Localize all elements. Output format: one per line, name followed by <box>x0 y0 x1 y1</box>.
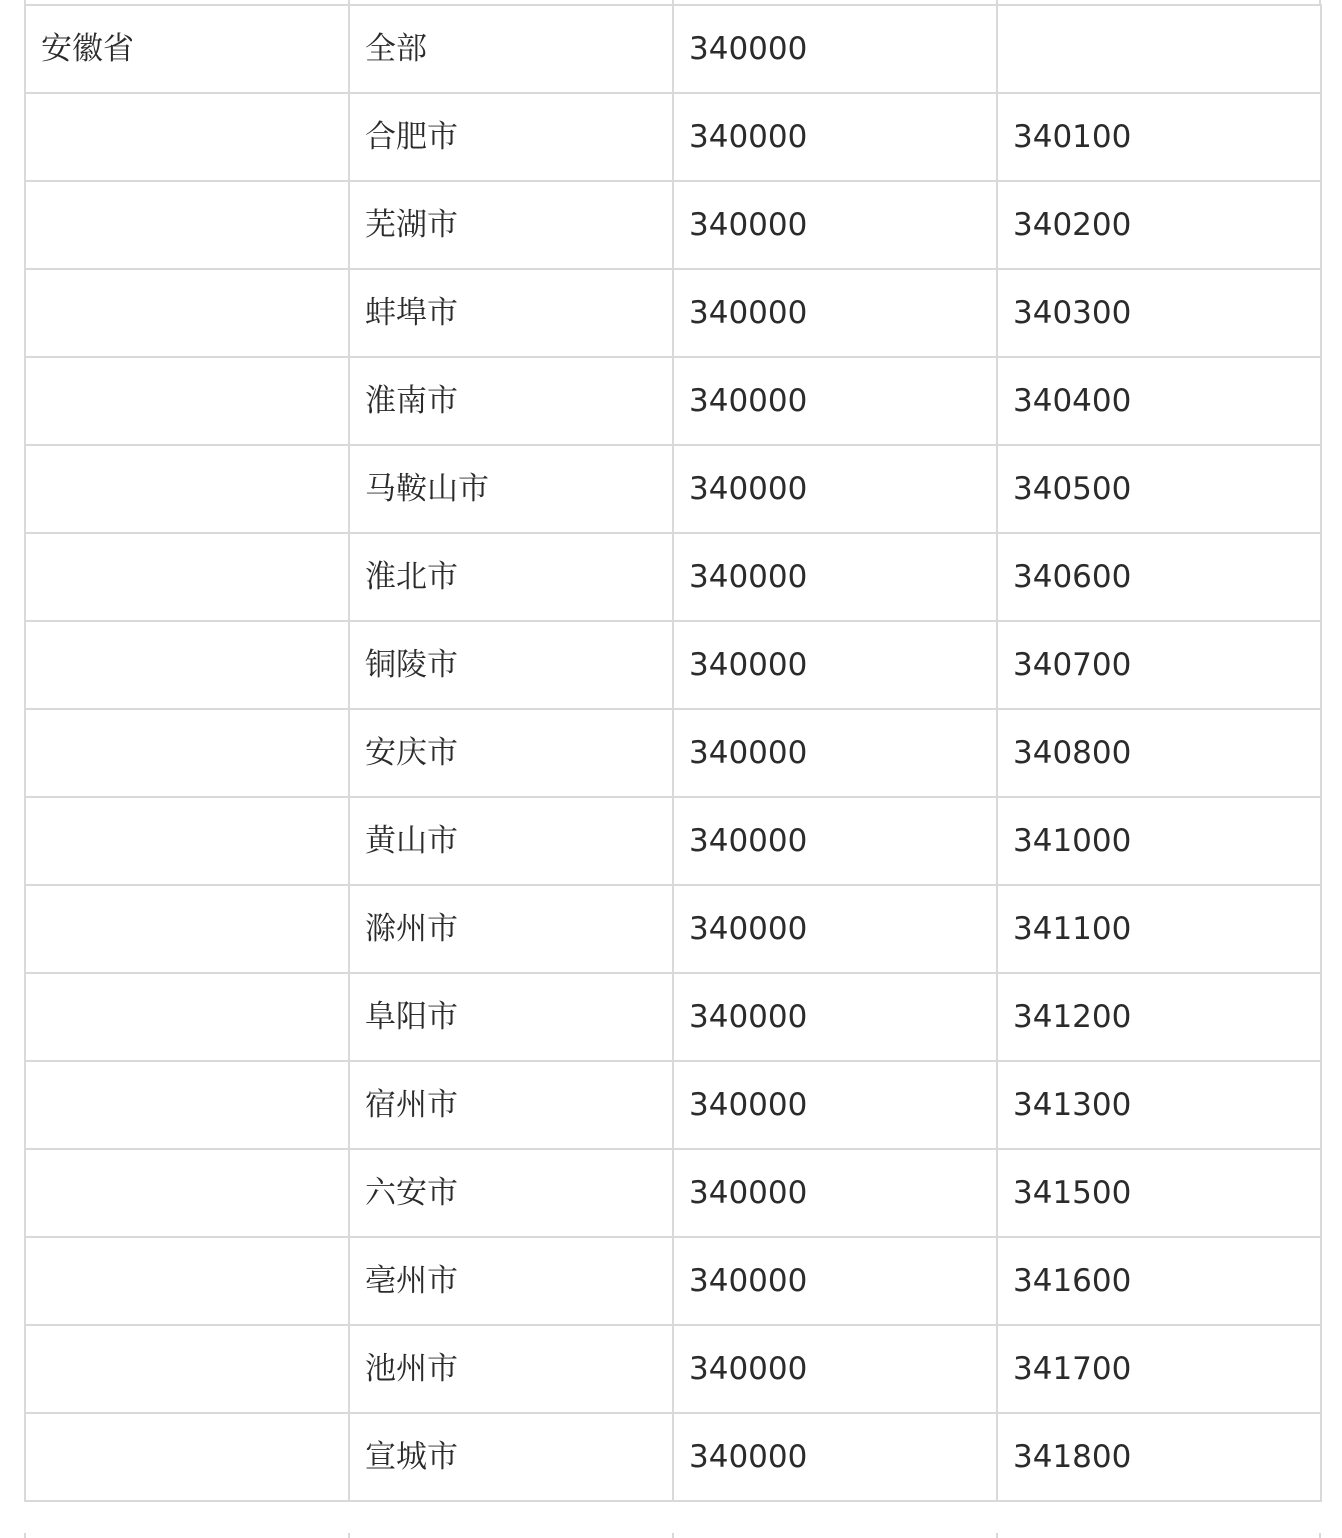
city-name-cell: 池州市 <box>349 1325 673 1413</box>
city-code-cell: 340300 <box>997 269 1321 357</box>
region-code-table-wrapper <box>24 4 1321 1502</box>
city-name-cell: 宣城市 <box>349 1413 673 1501</box>
city-name-cell: 阜阳市 <box>349 973 673 1061</box>
table-row <box>25 1061 1321 1149</box>
province-code-cell: 340000 <box>673 181 997 269</box>
table-row <box>25 357 1321 445</box>
table-row <box>25 269 1321 357</box>
city-code-cell: 341700 <box>997 1325 1321 1413</box>
province-cell <box>25 1237 349 1325</box>
province-cell <box>25 93 349 181</box>
province-code-cell: 340000 <box>673 533 997 621</box>
province-cell <box>25 445 349 533</box>
city-code-cell: 340500 <box>997 445 1321 533</box>
province-code-cell: 340000 <box>673 357 997 445</box>
city-name-cell: 安庆市 <box>349 709 673 797</box>
column-divider <box>348 1533 350 1538</box>
city-name-cell: 宿州市 <box>349 1061 673 1149</box>
table-row <box>25 445 1321 533</box>
city-name-cell: 合肥市 <box>349 93 673 181</box>
province-cell <box>25 533 349 621</box>
city-code-cell: 341200 <box>997 973 1321 1061</box>
table-row <box>25 5 1321 93</box>
city-code-cell: 341100 <box>997 885 1321 973</box>
province-cell <box>25 1413 349 1501</box>
column-divider <box>996 1533 998 1538</box>
table-row <box>25 1237 1321 1325</box>
city-code-cell: 340400 <box>997 357 1321 445</box>
city-name-cell: 淮南市 <box>349 357 673 445</box>
city-name-cell: 亳州市 <box>349 1237 673 1325</box>
city-code-cell <box>997 5 1321 93</box>
city-code-cell: 341000 <box>997 797 1321 885</box>
province-code-cell: 340000 <box>673 1413 997 1501</box>
city-code-cell: 340100 <box>997 93 1321 181</box>
city-name-cell: 滁州市 <box>349 885 673 973</box>
city-code-cell: 340800 <box>997 709 1321 797</box>
province-cell <box>25 973 349 1061</box>
province-code-cell: 340000 <box>673 269 997 357</box>
table-row <box>25 1325 1321 1413</box>
table-body <box>25 5 1321 1501</box>
table-row <box>25 973 1321 1061</box>
table-row <box>25 181 1321 269</box>
province-code-cell: 340000 <box>673 445 997 533</box>
city-code-cell: 341800 <box>997 1413 1321 1501</box>
column-divider <box>1319 1533 1321 1538</box>
province-cell <box>25 1325 349 1413</box>
province-cell <box>25 885 349 973</box>
table-row <box>25 797 1321 885</box>
province-code-cell: 340000 <box>673 797 997 885</box>
province-code-cell: 340000 <box>673 1149 997 1237</box>
city-name-cell: 蚌埠市 <box>349 269 673 357</box>
city-code-cell: 340600 <box>997 533 1321 621</box>
province-cell: 安徽省 <box>25 5 349 93</box>
province-code-cell: 340000 <box>673 709 997 797</box>
province-code-cell: 340000 <box>673 621 997 709</box>
province-code-cell: 340000 <box>673 5 997 93</box>
city-code-cell: 341600 <box>997 1237 1321 1325</box>
table-row <box>25 1149 1321 1237</box>
city-name-cell: 马鞍山市 <box>349 445 673 533</box>
city-code-cell: 340700 <box>997 621 1321 709</box>
province-code-cell: 340000 <box>673 1325 997 1413</box>
province-cell <box>25 269 349 357</box>
province-code-cell: 340000 <box>673 885 997 973</box>
column-divider <box>24 1533 26 1538</box>
city-code-cell: 341500 <box>997 1149 1321 1237</box>
city-name-cell: 铜陵市 <box>349 621 673 709</box>
province-cell <box>25 797 349 885</box>
province-cell <box>25 1061 349 1149</box>
city-name-cell: 淮北市 <box>349 533 673 621</box>
city-code-cell: 340200 <box>997 181 1321 269</box>
province-cell <box>25 357 349 445</box>
table-row <box>25 709 1321 797</box>
region-code-table <box>24 4 1322 1502</box>
city-name-cell: 六安市 <box>349 1149 673 1237</box>
province-cell <box>25 181 349 269</box>
province-code-cell: 340000 <box>673 973 997 1061</box>
column-divider <box>672 1533 674 1538</box>
city-name-cell: 黄山市 <box>349 797 673 885</box>
table-row <box>25 885 1321 973</box>
province-code-cell: 340000 <box>673 1061 997 1149</box>
city-name-cell: 全部 <box>349 5 673 93</box>
province-code-cell: 340000 <box>673 1237 997 1325</box>
province-cell <box>25 1149 349 1237</box>
table-row <box>25 1413 1321 1501</box>
province-code-cell: 340000 <box>673 93 997 181</box>
city-name-cell: 芜湖市 <box>349 181 673 269</box>
province-cell <box>25 621 349 709</box>
table-row <box>25 533 1321 621</box>
table-row <box>25 93 1321 181</box>
table-row <box>25 621 1321 709</box>
city-code-cell: 341300 <box>997 1061 1321 1149</box>
table-bottom-edge <box>24 1533 1321 1538</box>
province-cell <box>25 709 349 797</box>
